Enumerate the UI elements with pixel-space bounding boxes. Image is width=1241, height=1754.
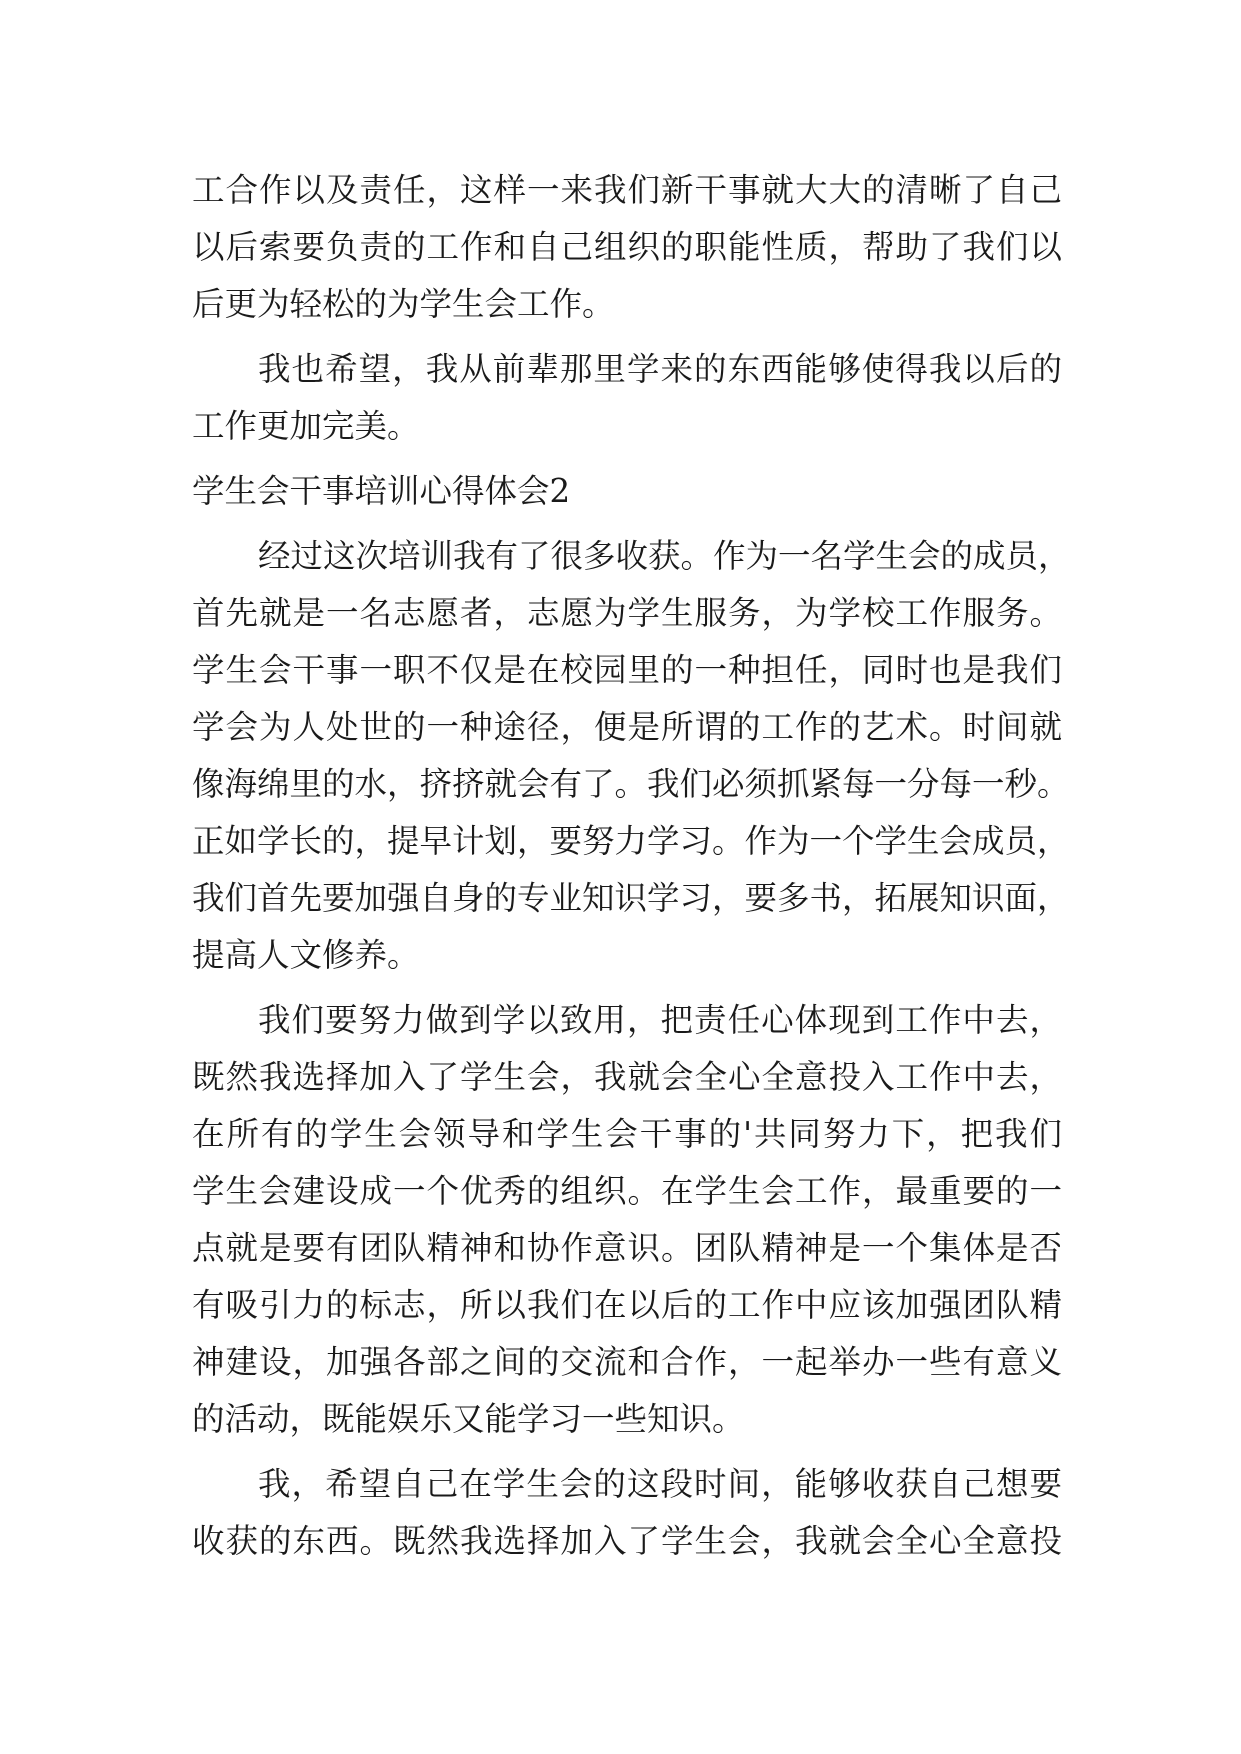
paragraph-line: 正如学长的，提早计划，要努力学习。作为一个学生会成员，: [192, 822, 1070, 860]
paragraph-line: 学生会干事一职不仅是在校园里的一种担任，同时也是我们: [192, 651, 1062, 689]
paragraph-line: 我们要努力做到学以致用，把责任心体现到工作中去，: [258, 1001, 1062, 1039]
paragraph-line: 神建设，加强各部之间的交流和合作，一起举办一些有意义: [192, 1343, 1062, 1381]
paragraph-line: 工作更加完美。: [192, 407, 420, 445]
paragraph-line: 像海绵里的水，挤挤就会有了。我们必须抓紧每一分每一秒。: [192, 765, 1070, 803]
paragraph-line: 后更为轻松的为学生会工作。: [192, 285, 615, 323]
paragraph-line: 点就是要有团队精神和协作意识。团队精神是一个集体是否: [192, 1229, 1062, 1267]
paragraph-line: 我们首先要加强自身的专业知识学习，要多书，拓展知识面，: [192, 879, 1070, 917]
paragraph-line: 经过这次培训我有了很多收获。作为一名学生会的成员，: [258, 537, 1071, 575]
paragraph-line: 首先就是一名志愿者，志愿为学生服务，为学校工作服务。: [192, 594, 1062, 632]
paragraph-line: 提高人文修养。: [192, 936, 420, 974]
paragraph-line: 既然我选择加入了学生会，我就会全心全意投入工作中去，: [192, 1058, 1062, 1096]
paragraph-line: 收获的东西。既然我选择加入了学生会，我就会全心全意投: [192, 1522, 1062, 1560]
section-heading: 学生会干事培训心得体会2: [192, 472, 571, 510]
paragraph-line: 有吸引力的标志，所以我们在以后的工作中应该加强团队精: [192, 1286, 1062, 1324]
paragraph-line: 学会为人处世的一种途径，便是所谓的工作的艺术。时间就: [192, 708, 1062, 746]
document-body: [192, 162, 1071, 1570]
paragraph-line: 我，希望自己在学生会的这段时间，能够收获自己想要: [258, 1465, 1062, 1503]
paragraph-line: 工合作以及责任，这样一来我们新干事就大大的清晰了自己: [192, 171, 1062, 209]
paragraph-line: 在所有的学生会领导和学生会干事的'共同努力下，把我们: [192, 1115, 1062, 1153]
paragraph-line: 的活动，既能娱乐又能学习一些知识。: [192, 1400, 745, 1438]
paragraph-line: 我也希望，我从前辈那里学来的东西能够使得我以后的: [258, 350, 1062, 388]
paragraph-line: 学生会建设成一个优秀的组织。在学生会工作，最重要的一: [192, 1172, 1062, 1210]
paragraph-line: 以后索要负责的工作和自己组织的职能性质，帮助了我们以: [192, 228, 1062, 266]
